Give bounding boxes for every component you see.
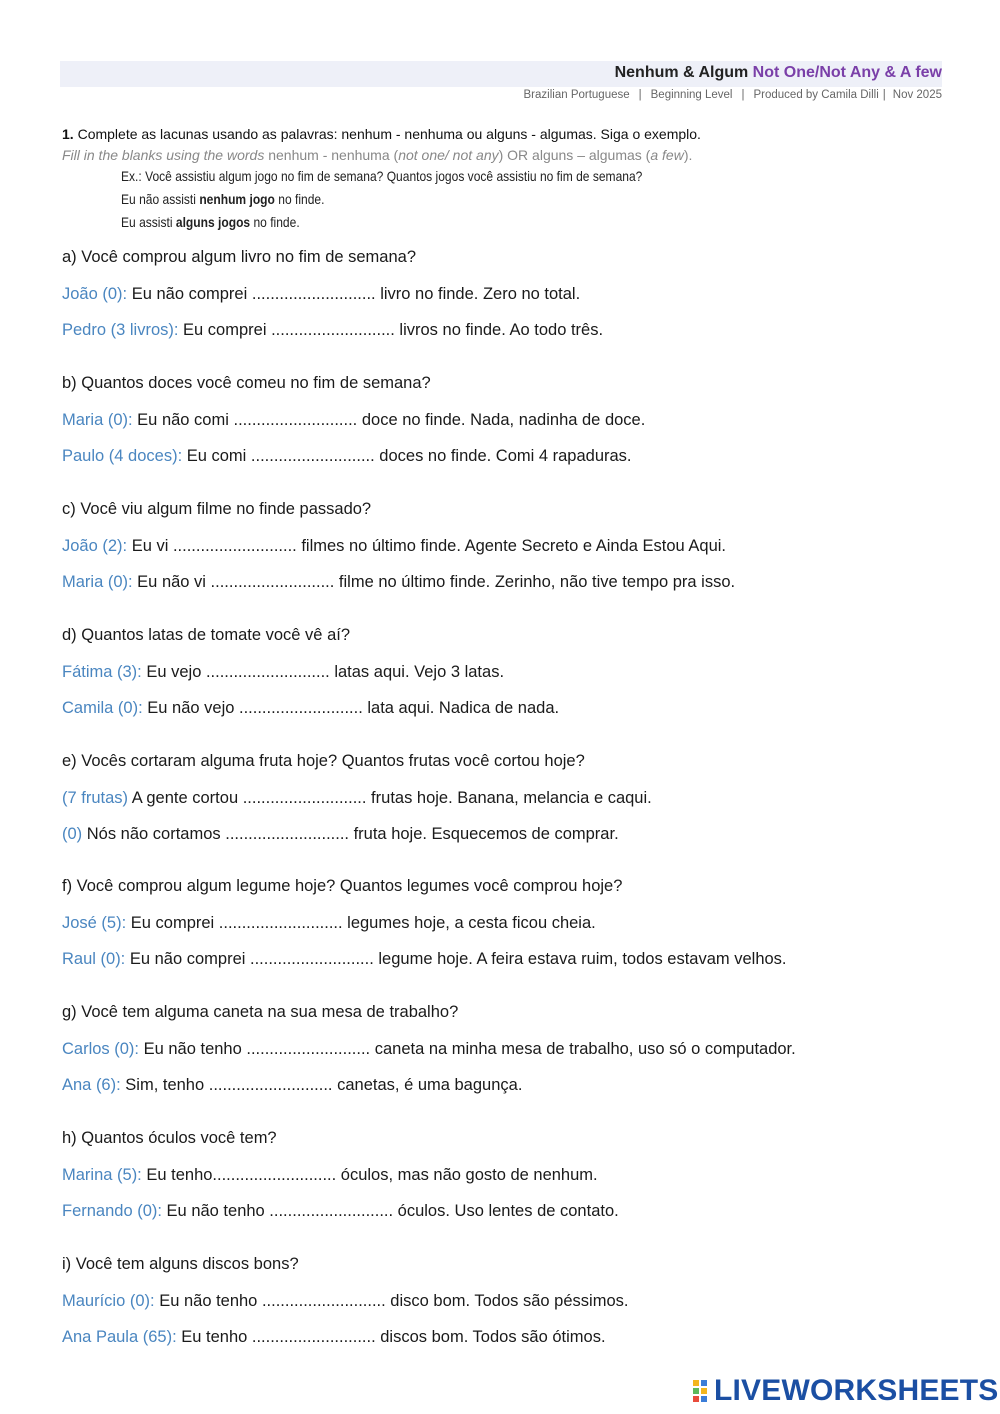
instruction-en: Fill in the blanks using the words nenhum - nenhuma (not one/ not any) OR alguns – algumas (a few). bbox=[62, 147, 693, 163]
answer-line bbox=[62, 573, 735, 592]
answer-text: Eu não vi ........................... filme no último finde. Zerinho, não tive tempo pra isso. bbox=[132, 573, 736, 591]
answer-line bbox=[62, 321, 603, 340]
answer-text: Nós não cortamos ........................... fruta hoje. Esquecemos de comprar. bbox=[82, 825, 619, 843]
answer-text: Eu comi ........................... doces no finde. Comi 4 rapaduras. bbox=[182, 447, 632, 465]
answer-text: Eu não tenho ........................... disco bom. Todos são péssimos. bbox=[154, 1292, 629, 1310]
answer-speaker: (0) bbox=[62, 825, 83, 843]
example-answer-nenhum: Eu não assisti nenhum jogo no finde. bbox=[121, 191, 325, 207]
answer-text: Eu vejo ........................... latas aqui. Vejo 3 latas. bbox=[141, 663, 505, 681]
answer-line bbox=[62, 914, 596, 933]
answer-line bbox=[62, 789, 652, 808]
answer-speaker: João (2): bbox=[62, 537, 128, 555]
answer-speaker: Maria (0): bbox=[62, 411, 133, 429]
answer-line bbox=[62, 950, 787, 969]
answer-line bbox=[62, 285, 580, 304]
answer-speaker: Maria (0): bbox=[62, 573, 133, 591]
answer-line bbox=[62, 1166, 598, 1185]
answer-line bbox=[62, 663, 504, 682]
answer-line bbox=[62, 411, 645, 430]
answer-speaker: Fernando (0): bbox=[62, 1202, 162, 1220]
answer-speaker: João (0): bbox=[62, 285, 128, 303]
title-main: Nenhum & Algum bbox=[614, 64, 749, 81]
answer-line bbox=[62, 447, 632, 466]
question-prompt: b) Quantos doces você comeu no fim de semana? bbox=[62, 374, 431, 392]
liveworksheets-logo bbox=[692, 1376, 999, 1406]
answer-line bbox=[62, 1040, 796, 1059]
page-meta: Brazilian Portuguese | Beginning Level | Produced by Camila Dilli | Nov 2025 bbox=[523, 89, 942, 101]
answer-line bbox=[62, 825, 619, 844]
answer-line bbox=[62, 1202, 619, 1221]
answer-text: Eu tenho........................... óculos, mas não gosto de nenhum. bbox=[141, 1166, 598, 1184]
example-answer-alguns: Eu assisti alguns jogos no finde. bbox=[121, 214, 300, 230]
answer-text: Eu comprei ........................... legumes hoje, a cesta ficou cheia. bbox=[126, 914, 596, 932]
answer-text: Sim, tenho ........................... canetas, é uma bagunça. bbox=[120, 1076, 523, 1094]
meta-level: Beginning Level bbox=[650, 89, 733, 101]
meta-date: Nov 2025 bbox=[892, 89, 942, 101]
question-prompt: h) Quantos óculos você tem? bbox=[62, 1129, 277, 1147]
answer-speaker: Pedro (3 livros): bbox=[62, 321, 179, 339]
answer-speaker: Marina (5): bbox=[62, 1166, 142, 1184]
logo-text: LIVEWORKSHEETS bbox=[714, 1374, 999, 1407]
answer-line bbox=[62, 1076, 522, 1095]
answer-line bbox=[62, 699, 559, 718]
answer-text: Eu tenho ........................... discos bom. Todos são ótimos. bbox=[176, 1328, 606, 1346]
answer-speaker: (7 frutas) bbox=[62, 789, 129, 807]
answer-text: Eu não vejo ........................... lata aqui. Nadica de nada. bbox=[142, 699, 560, 717]
meta-author: Produced by Camila Dilli bbox=[753, 89, 879, 101]
answer-speaker: Ana Paula (65): bbox=[62, 1328, 177, 1346]
answer-speaker: Paulo (4 doces): bbox=[62, 447, 183, 465]
answer-text: Eu não tenho ........................... óculos. Uso lentes de contato. bbox=[161, 1202, 619, 1220]
answer-text: Eu não comprei ........................... livro no finde. Zero no total. bbox=[127, 285, 581, 303]
instruction-number: 1. bbox=[62, 126, 74, 142]
instruction-pt bbox=[62, 126, 701, 142]
question-prompt: g) Você tem alguma caneta na sua mesa de trabalho? bbox=[62, 1003, 459, 1021]
meta-language: Brazilian Portuguese bbox=[523, 89, 630, 101]
question-prompt: d) Quantos latas de tomate você vê aí? bbox=[62, 626, 351, 644]
answer-text: Eu não comi ........................... doce no finde. Nada, nadinha de doce. bbox=[132, 411, 646, 429]
question-prompt: e) Vocês cortaram alguma fruta hoje? Quantos frutas você cortou hoje? bbox=[62, 752, 585, 770]
page-title bbox=[615, 64, 942, 82]
answer-speaker: Camila (0): bbox=[62, 699, 143, 717]
answer-speaker: José (5): bbox=[62, 914, 127, 932]
answer-text: A gente cortou ........................... frutas hoje. Banana, melancia e caqui. bbox=[128, 789, 652, 807]
answer-line bbox=[62, 1292, 628, 1311]
answer-line bbox=[62, 537, 726, 556]
instruction-pt-text: Complete as lacunas usando as palavras: nenhum - nenhuma ou alguns - algumas. Siga o exemplo. bbox=[77, 126, 701, 142]
answer-speaker: Raul (0): bbox=[62, 950, 126, 968]
answer-speaker: Maurício (0): bbox=[62, 1292, 155, 1310]
answer-text: Eu não tenho ........................... caneta na minha mesa de trabalho, uso só o computador. bbox=[139, 1040, 796, 1058]
question-prompt: i) Você tem alguns discos bons? bbox=[62, 1255, 299, 1273]
answer-line bbox=[62, 1328, 606, 1347]
answer-speaker: Fátima (3): bbox=[62, 663, 142, 681]
liveworksheets-logo-icon bbox=[692, 1378, 714, 1404]
example-question: Ex.: Você assistiu algum jogo no fim de semana? Quantos jogos você assistiu no fim de semana? bbox=[121, 168, 643, 184]
title-accent: Not One/Not Any & A few bbox=[752, 64, 942, 81]
answer-speaker: Carlos (0): bbox=[62, 1040, 140, 1058]
answer-text: Eu vi ........................... filmes no último finde. Agente Secreto e Ainda Estou Aqui. bbox=[127, 537, 727, 555]
answer-text: Eu não comprei ........................... legume hoje. A feira estava ruim, todos estavam velhos. bbox=[125, 950, 787, 968]
question-prompt: c) Você viu algum filme no finde passado? bbox=[62, 500, 372, 518]
question-prompt: f) Você comprou algum legume hoje? Quantos legumes você comprou hoje? bbox=[62, 877, 623, 895]
answer-speaker: Ana (6): bbox=[62, 1076, 121, 1094]
answer-text: Eu comprei ........................... livros no finde. Ao todo três. bbox=[178, 321, 604, 339]
question-prompt: a) Você comprou algum livro no fim de semana? bbox=[62, 248, 417, 266]
